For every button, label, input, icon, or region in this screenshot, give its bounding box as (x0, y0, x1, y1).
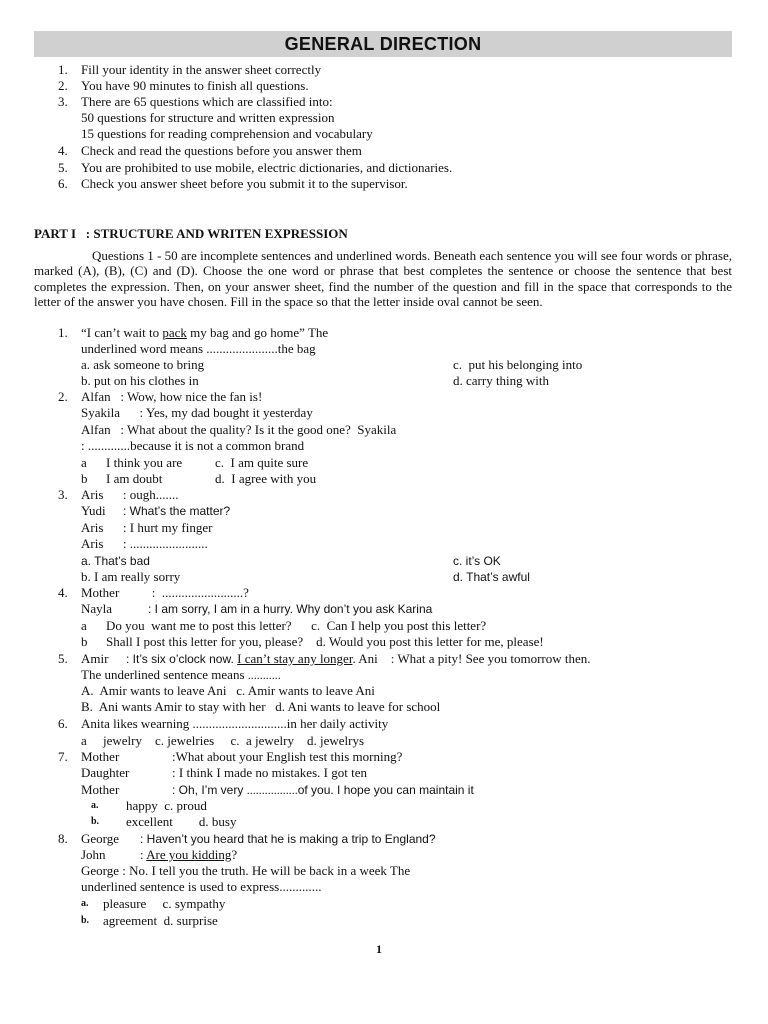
option-a-c: Do you want me to post this letter? c. Can I help you post this letter? (106, 618, 487, 633)
dialogue-speaker: Amir (81, 651, 109, 666)
dialogue-line: Aris : ough....... (81, 487, 179, 502)
option-b: I am doubt (106, 471, 163, 486)
question-number: 3. (58, 487, 68, 502)
question-text: underlined sentence is used to express............. (81, 879, 322, 894)
option-b: b. put on his clothes in (81, 373, 199, 388)
dialogue-speaker: Mother (81, 749, 120, 764)
option-c: c. it’s OK (453, 554, 501, 568)
option-b-d: B. Ani wants Amir to stay with her d. Ani wants to leave for school (81, 699, 441, 714)
dialogue-speaker: Nayla (81, 601, 113, 616)
option-c: c. put his belonging into (453, 357, 583, 372)
part1-heading: PART I : STRUCTURE AND WRITEN EXPRESSION (34, 226, 348, 241)
page-title: GENERAL DIRECTION (284, 34, 482, 54)
dialogue-line: Aris : I hurt my finger (81, 520, 213, 535)
dialogue-line: Alfan : What about the quality? Is it the good one? Syakila (81, 422, 397, 437)
question-text: The underlined sentence means ........... (81, 667, 281, 682)
direction-text: Fill your identity in the answer sheet correctly (81, 62, 322, 77)
option-a: a. ask someone to bring (81, 357, 205, 372)
option-b-letter: b (81, 471, 88, 486)
option-b-letter: b. (81, 915, 90, 926)
options-line: happy c. proud (126, 798, 207, 813)
dialogue-line: : .............because it is not a common brand (81, 438, 305, 453)
option-a-c: A. Amir wants to leave Ani c. Amir wants to leave Ani (81, 683, 375, 698)
direction-number: 5. (58, 160, 68, 175)
options-line: a jewelry c. jewelries c. a jewelry d. jewelrys (81, 733, 365, 748)
question-number: 5. (58, 651, 68, 666)
option-a-letter: a. (91, 800, 99, 811)
direction-text: 50 questions for structure and written expression (81, 110, 335, 125)
option-b-d: Shall I post this letter for you, please? d. Would you post this letter for me, please! (106, 634, 544, 649)
direction-number: 1. (58, 62, 68, 77)
question-number: 7. (58, 749, 68, 764)
direction-number: 6. (58, 176, 68, 191)
option-d: d. That’s awful (453, 570, 530, 584)
dialogue-line: Syakila : Yes, my dad bought it yesterday (81, 405, 313, 420)
option-d: d. I agree with you (215, 471, 317, 486)
options-line: pleasure c. sympathy (103, 896, 226, 911)
direction-text: 15 questions for reading comprehension and vocabulary (81, 126, 373, 141)
dialogue-line: : I am sorry, I am in a hurry. Why don’t you ask Karina (148, 602, 433, 616)
dialogue-line: : I think I made no mistakes. I got ten (172, 765, 367, 780)
dialogue-line: Mother : .........................? (81, 585, 249, 600)
direction-text: Check and read the questions before you answer them (81, 143, 362, 158)
option-b: b. I am really sorry (81, 569, 181, 584)
question-number: 1. (58, 325, 68, 340)
dialogue-line: : Oh, I’m very .................of you. I hope you can maintain it (172, 783, 474, 797)
direction-number: 4. (58, 143, 68, 158)
dialogue-line: : Haven’t you heard that he is making a trip to England? (140, 832, 436, 846)
question-text: underlined word means ......................the bag (81, 341, 316, 356)
option-d: d. carry thing with (453, 373, 550, 388)
question-number: 8. (58, 831, 68, 846)
instructions-text: Questions 1 - 50 are incomplete sentences and underlined words. Beneath each sentence you will see four words or phrase, marked (A), (B), (C) and (D). Choose the one word or phrase that best completes the sentence or choose the sentence that best completes the expression. Then, on your answer sheet, find the number of the question and fill in the space that corresponds to the letter of the answer you have chosen. Fill in the space so that the letter inside oval cannot be seen. (34, 248, 732, 309)
options-line: agreement d. surprise (103, 913, 218, 928)
dialogue-line: George : No. I tell you the truth. He will be back in a week The (81, 863, 411, 878)
dialogue-line: : What’s the matter? (123, 504, 231, 518)
dialogue-line: Aris : ........................ (81, 536, 208, 551)
option-b-letter: b. (91, 816, 100, 827)
question-text: Anita likes wearning .............................in her daily activity (81, 716, 389, 731)
direction-text: Check you answer sheet before you submit it to the supervisor. (81, 176, 408, 191)
option-b-letter: b (81, 634, 88, 649)
question-number: 4. (58, 585, 68, 600)
dialogue-line: Alfan : Wow, how nice the fan is! (81, 389, 263, 404)
direction-text: There are 65 questions which are classified into: (81, 94, 333, 109)
part1-instructions (34, 248, 732, 309)
question-text: “I can’t wait to pack my bag and go home” The (81, 325, 329, 340)
option-a: I think you are (106, 455, 183, 470)
direction-text: You are prohibited to use mobile, electric dictionaries, and dictionaries. (81, 160, 453, 175)
dialogue-line: :What about your English test this morning? (172, 749, 403, 764)
direction-number: 2. (58, 78, 68, 93)
page-number: 1 (376, 942, 382, 956)
option-a-letter: a (81, 455, 87, 470)
option-c: c. I am quite sure (215, 455, 309, 470)
options-line: excellent d. busy (126, 814, 237, 829)
dialogue-speaker: John (81, 847, 106, 862)
dialogue-speaker: George (81, 831, 120, 846)
dialogue-line: : It’s six o’clock now. I can’t stay any longer. Ani : What a pity! See you tomorrow then. (126, 651, 591, 666)
dialogue-line: : Are you kidding? (140, 847, 238, 862)
title-banner (34, 31, 732, 57)
question-number: 6. (58, 716, 68, 731)
dialogue-speaker: Yudi (81, 503, 106, 518)
dialogue-speaker: Mother (81, 782, 120, 797)
direction-number: 3. (58, 94, 68, 109)
option-a-letter: a (81, 618, 87, 633)
direction-text: You have 90 minutes to finish all questions. (81, 78, 309, 93)
option-a-letter: a. (81, 898, 89, 909)
dialogue-speaker: Daughter (81, 765, 130, 780)
question-number: 2. (58, 389, 68, 404)
option-a: a. That’s bad (81, 554, 150, 568)
